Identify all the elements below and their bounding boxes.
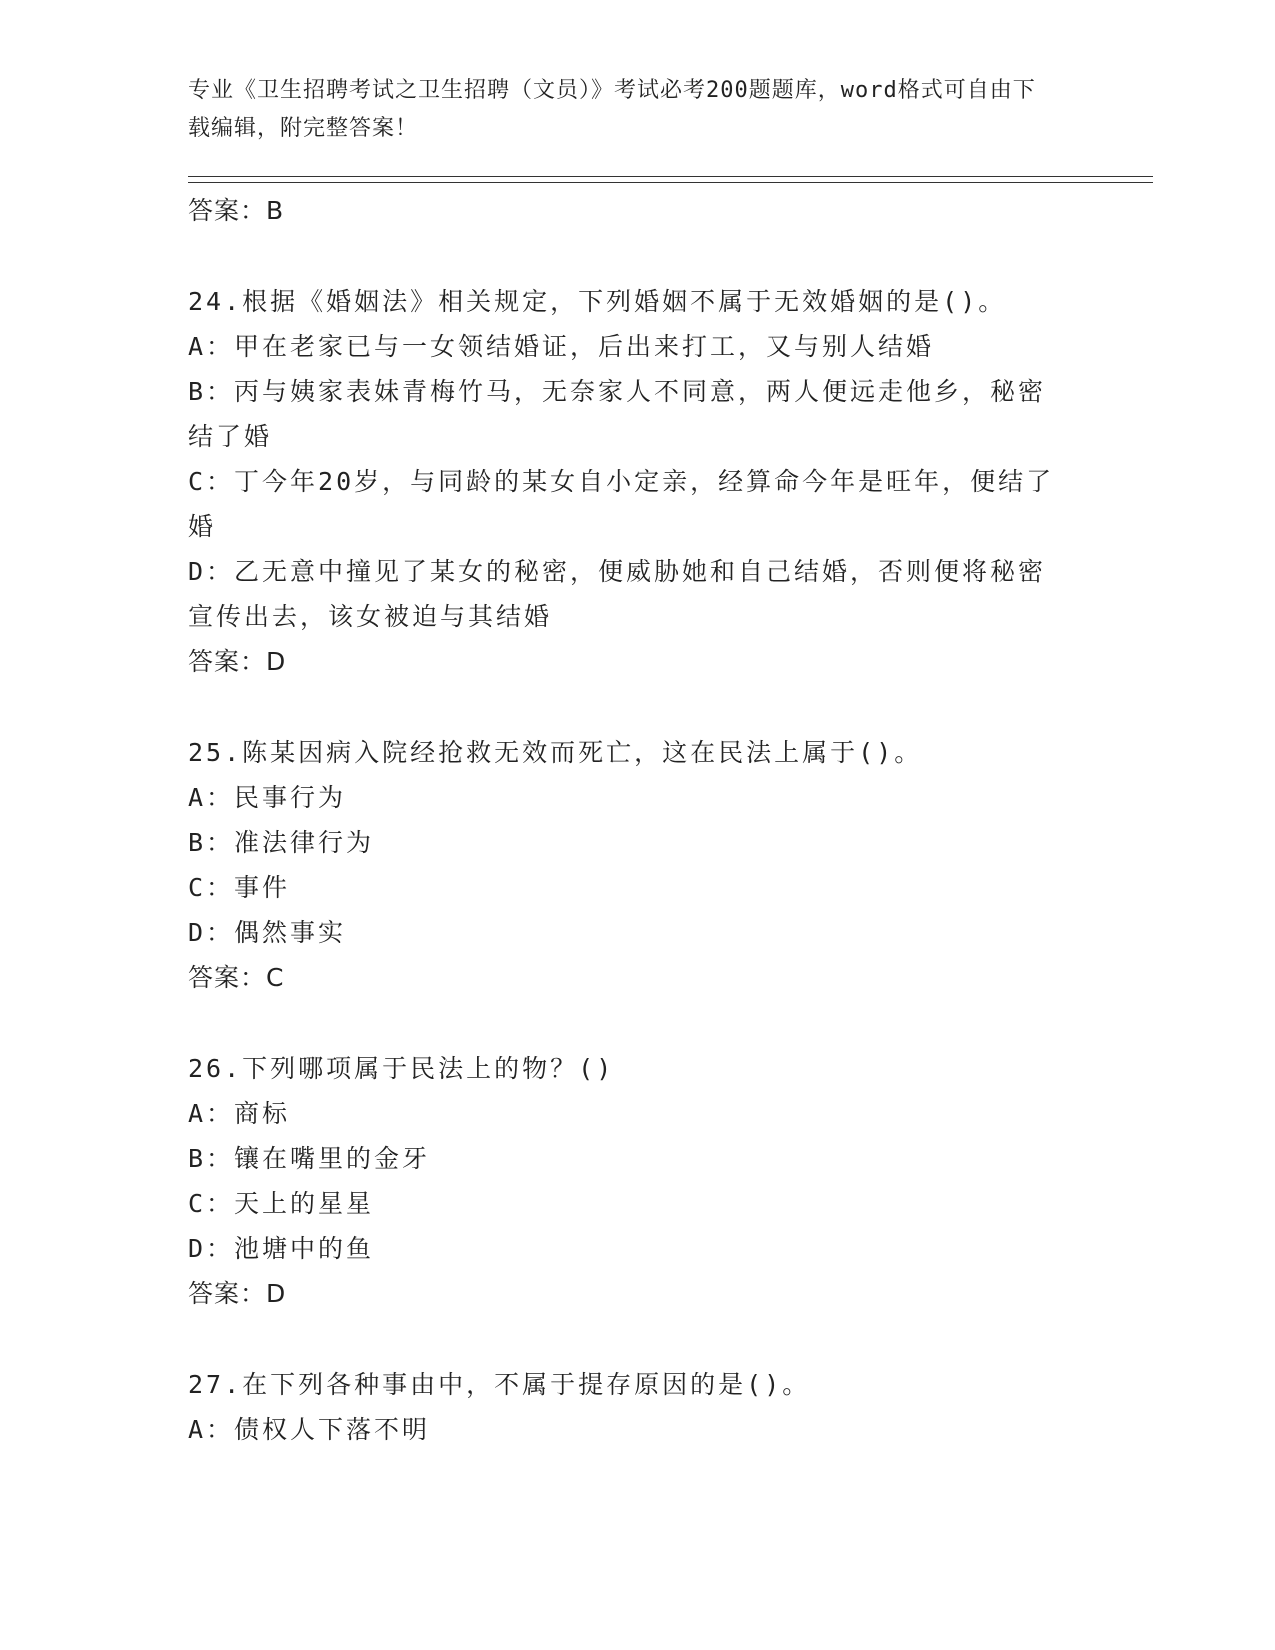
option-a: A：民事行为 [188, 783, 347, 812]
question-26 [188, 1046, 1068, 1316]
document-header: 专业《卫生招聘考试之卫生招聘（文员）》考试必考200题题库，word格式可自由下载编辑，附完整答案！ [188, 78, 1036, 141]
header-rule-top [188, 176, 1153, 177]
option-c: C：事件 [188, 873, 291, 902]
answer-line: 答案：C [188, 963, 285, 992]
option-a: A：债权人下落不明 [188, 1415, 431, 1444]
option-a: A：商标 [188, 1099, 291, 1128]
answer-line: 答案：B [188, 196, 285, 225]
option-c: C：丁今年20岁，与同龄的某女自小定亲，经算命今年是旺年，便结了婚 [188, 467, 1055, 541]
option-c: C：天上的星星 [188, 1189, 375, 1218]
option-b: B：镶在嘴里的金牙 [188, 1144, 431, 1173]
option-d: D：乙无意中撞见了某女的秘密，便威胁她和自己结婚，否则便将秘密宣传出去，该女被迫与其结婚 [188, 557, 1047, 631]
question-stem: 26.下列哪项属于民法上的物？() [188, 1054, 615, 1083]
question-list [188, 188, 1068, 1452]
option-b: B：准法律行为 [188, 828, 375, 857]
option-a: A：甲在老家已与一女领结婚证，后出来打工，又与别人结婚 [188, 332, 935, 361]
option-b: B：丙与姨家表妹青梅竹马，无奈家人不同意，两人便远走他乡，秘密结了婚 [188, 377, 1047, 451]
question-25 [188, 730, 1068, 1000]
option-d: D：池塘中的鱼 [188, 1234, 375, 1263]
answer-line: 答案：D [188, 1279, 287, 1308]
question-24 [188, 279, 1068, 684]
answer-line: 答案：D [188, 647, 287, 676]
question-stem: 24.根据《婚姻法》相关规定，下列婚姻不属于无效婚姻的是()。 [188, 287, 1007, 316]
header-rule-bottom [188, 182, 1153, 183]
question-27 [188, 1362, 1068, 1452]
question-stem: 25.陈某因病入院经抢救无效而死亡，这在民法上属于()。 [188, 738, 923, 767]
question-stem: 27.在下列各种事由中，不属于提存原因的是()。 [188, 1370, 811, 1399]
option-d: D：偶然事实 [188, 918, 347, 947]
